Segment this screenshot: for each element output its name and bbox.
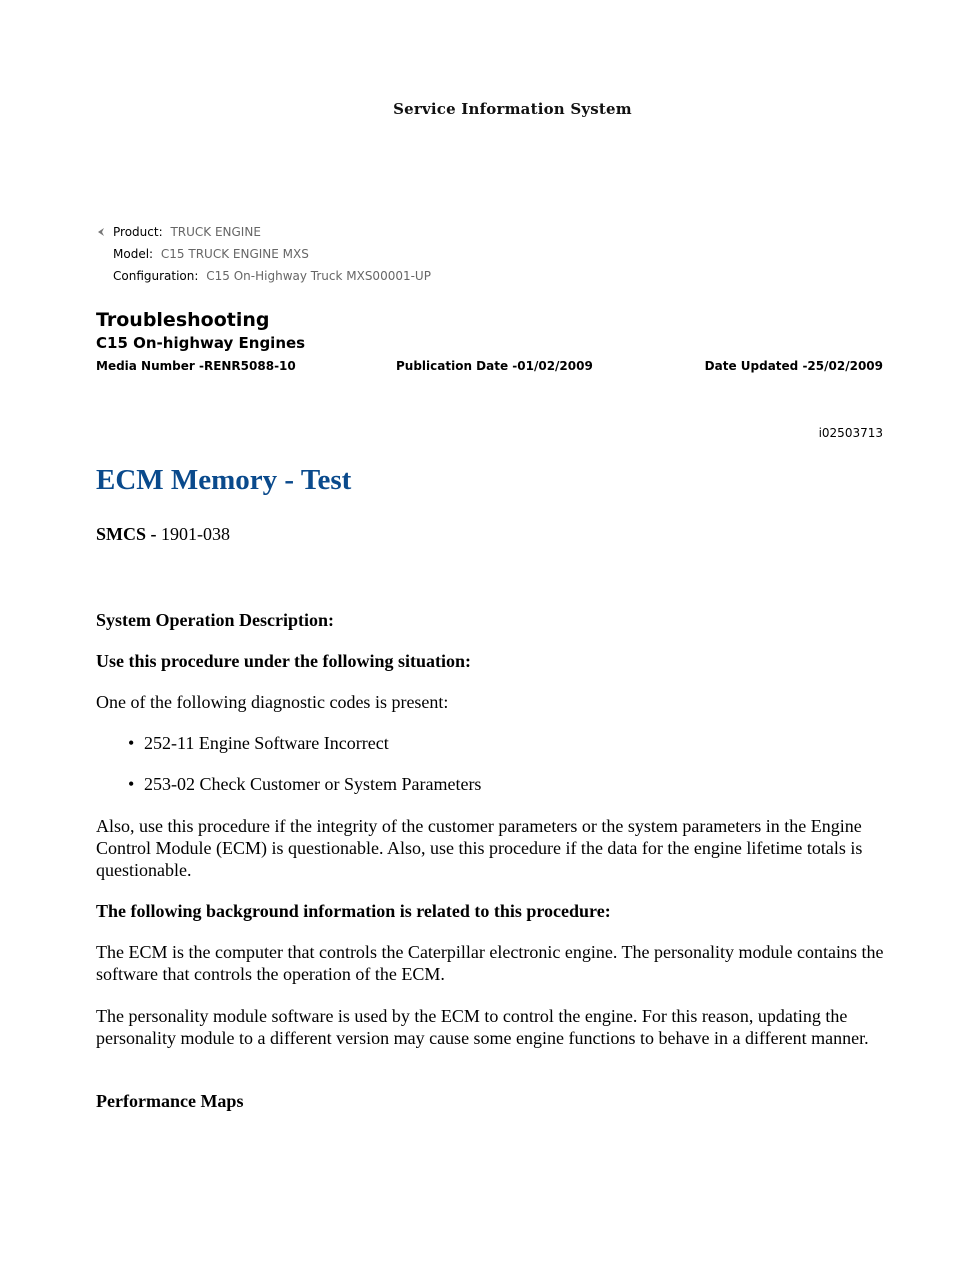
use-procedure-heading: Use this procedure under the following situation: [96, 651, 472, 671]
publication-date: Publication Date -01/02/2009 [396, 359, 593, 373]
list-item [128, 732, 389, 754]
also-paragraph: Also, use this procedure if the integrity of the customer parameters or the system parameters in the Engine Control Module (ECM) is questionable. Also, use this procedure if the data for the engine lifetime totals is questionable. [96, 816, 863, 880]
page-title: ECM Memory - Test [96, 464, 352, 496]
media-number: Media Number -RENR5088-10 [96, 359, 296, 373]
configuration-value: C15 On-Highway Truck MXS00001-UP [206, 269, 431, 283]
product-row [96, 224, 431, 246]
configuration-label: Configuration: [113, 269, 199, 283]
product-label: Product: [113, 225, 163, 239]
model-row [96, 246, 431, 268]
date-updated: Date Updated -25/02/2009 [704, 359, 883, 373]
system-operation-heading: System Operation Description: [96, 610, 334, 630]
smcs-label: SMCS - [96, 524, 157, 544]
ecm-paragraph: The ECM is the computer that controls the Caterpillar electronic engine. The personality module contains the software that controls the operation of the ECM. [96, 942, 884, 984]
performance-maps-heading: Performance Maps [96, 1091, 244, 1111]
background-heading: The following background information is related to this procedure: [96, 901, 611, 921]
diagnostic-codes-intro: One of the following diagnostic codes is present: [96, 692, 449, 712]
personality-paragraph: The personality module software is used by the ECM to control the engine. For this reason, updating the personality module to a different version may cause some engine functions to behave in a different manner. [96, 1006, 869, 1048]
service-info-banner [0, 100, 979, 118]
list-item [128, 773, 481, 795]
configuration-row [96, 268, 431, 290]
engine-heading: C15 On-highway Engines [96, 334, 306, 352]
list-item-text: 252-11 Engine Software Incorrect [144, 733, 389, 753]
bullet-marker: • [128, 733, 135, 753]
smcs-code [96, 523, 230, 545]
bullet-marker: • [128, 774, 135, 794]
document-id: i02503713 [818, 426, 883, 440]
banner-text: Service Information System [393, 100, 632, 118]
model-value: C15 TRUCK ENGINE MXS [160, 247, 309, 261]
section-heading: Troubleshooting [96, 309, 270, 331]
product-meta [96, 224, 431, 290]
smcs-value: 1901-038 [156, 524, 231, 544]
list-item-text: 253-02 Check Customer or System Parameters [144, 774, 482, 794]
product-value: TRUCK ENGINE [170, 225, 261, 239]
back-arrow-icon[interactable] [96, 227, 106, 237]
model-label: Model: [113, 247, 154, 261]
